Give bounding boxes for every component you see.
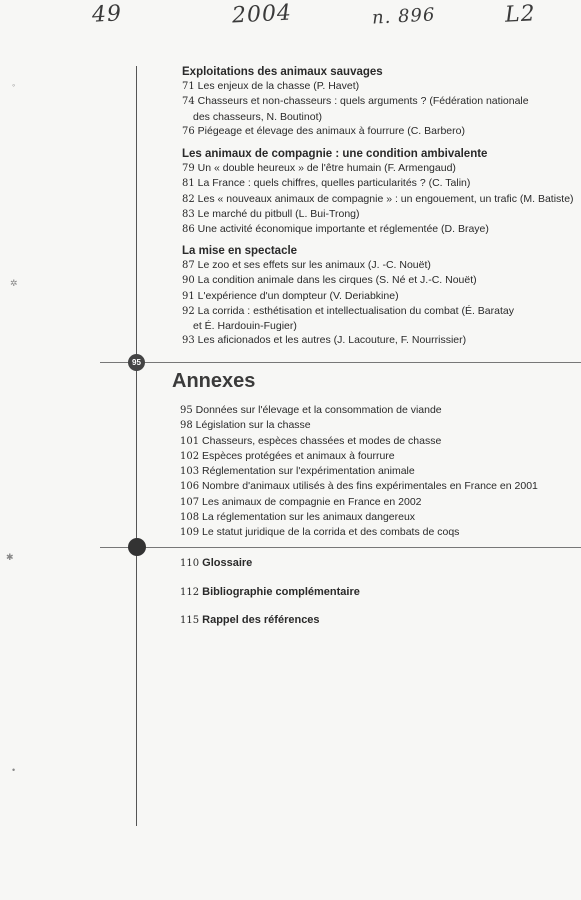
toc-entry[interactable]: 101 Chasseurs, espèces chassées et modes de chasse (180, 434, 442, 447)
toc-entry-bibliography[interactable]: 112 Bibliographie complémentaire (180, 586, 360, 598)
scan-speck: ◦ (12, 80, 16, 90)
toc-entry[interactable]: 103 Réglementation sur l'expérimentation animale (180, 465, 415, 478)
toc-entry-glossary[interactable]: 110 Glossaire (180, 557, 253, 569)
vertical-rule (136, 66, 137, 826)
toc-entry[interactable]: 71 Les enjeux de la chasse (P. Havet) (182, 80, 360, 92)
scan-speck: ✲ (10, 278, 18, 288)
horizontal-rule-annexes (100, 362, 581, 363)
toc-entry[interactable]: 98 Législation sur la chasse (180, 419, 311, 432)
section-spectacle (182, 245, 514, 349)
toc-entry[interactable]: 79 Un « double heureux » de l'être humain (F. Armengaud) (182, 162, 456, 174)
toc-entry[interactable]: 83 Le marché du pitbull (L. Bui-Trong) (182, 207, 360, 220)
toc-entry[interactable]: 109 Le statut juridique de la corrida et des combats de coqs (180, 526, 460, 539)
handwritten-note-2: 2004 (231, 0, 293, 29)
annexes-heading: Annexes (172, 370, 256, 392)
toc-entry[interactable]: 95 Données sur l'élevage et la consommation de viande (180, 404, 442, 416)
section-title: Exploitations des animaux sauvages (182, 66, 383, 78)
section-wild-animals (182, 66, 529, 139)
section-pets (182, 148, 574, 237)
horizontal-rule-end-matter (100, 547, 581, 548)
handwritten-note-4: L2 (504, 1, 537, 28)
toc-entry[interactable]: 93 Les aficionados et les autres (J. Lacouture, F. Nourrissier) (182, 334, 467, 347)
handwritten-note-1: 49 (91, 1, 123, 28)
toc-entry-references[interactable]: 115 Rappel des références (180, 614, 320, 626)
toc-entry[interactable]: 87 Le zoo et ses effets sur les animaux (J. -C. Nouët) (182, 259, 431, 271)
handwritten-note-3: n. 896 (371, 4, 436, 29)
toc-entry[interactable]: 74 Chasseurs et non-chasseurs : quels arguments ? (Fédération nationale des chasseurs, N. Boutinot) (182, 95, 529, 123)
toc-entry[interactable]: 91 L'expérience d'un dompteur (V. Deriabkine) (182, 289, 399, 302)
toc-entry[interactable]: 108 La réglementation sur les animaux dangereux (180, 511, 416, 524)
page-marker-dot: 95 (128, 354, 145, 371)
toc-entry[interactable]: 76 Piégeage et élevage des animaux à fourrure (C. Barbero) (182, 124, 465, 137)
toc-entry[interactable]: 90 La condition animale dans les cirques (S. Né et J.-C. Nouët) (182, 274, 477, 287)
section-title: La mise en spectacle (182, 245, 298, 257)
annexes-list (180, 403, 538, 541)
scan-speck: ✱ (6, 552, 14, 562)
toc-entry[interactable]: 102 Espèces protégées et animaux à fourrure (180, 449, 395, 462)
toc-entry[interactable]: 106 Nombre d'animaux utilisés à des fins expérimentales en France en 2001 (180, 480, 538, 493)
section-marker-dot (128, 538, 146, 556)
toc-entry[interactable]: 107 Les animaux de compagnie en France en 2002 (180, 495, 422, 508)
scan-speck: • (12, 765, 16, 775)
toc-entry[interactable]: 81 La France : quels chiffres, quelles particularités ? (C. Talin) (182, 177, 471, 190)
toc-entry[interactable]: 92 La corrida : esthétisation et intellectualisation du combat (É. Baratay et É. Hardouin-Fugier) (182, 304, 514, 333)
toc-entry[interactable]: 82 Les « nouveaux animaux de compagnie » : un engouement, un trafic (M. Batiste) (182, 192, 574, 205)
toc-entry[interactable]: 86 Une activité économique importante et réglementée (D. Braye) (182, 223, 489, 236)
section-title: Les animaux de compagnie : une condition ambivalente (182, 148, 488, 160)
